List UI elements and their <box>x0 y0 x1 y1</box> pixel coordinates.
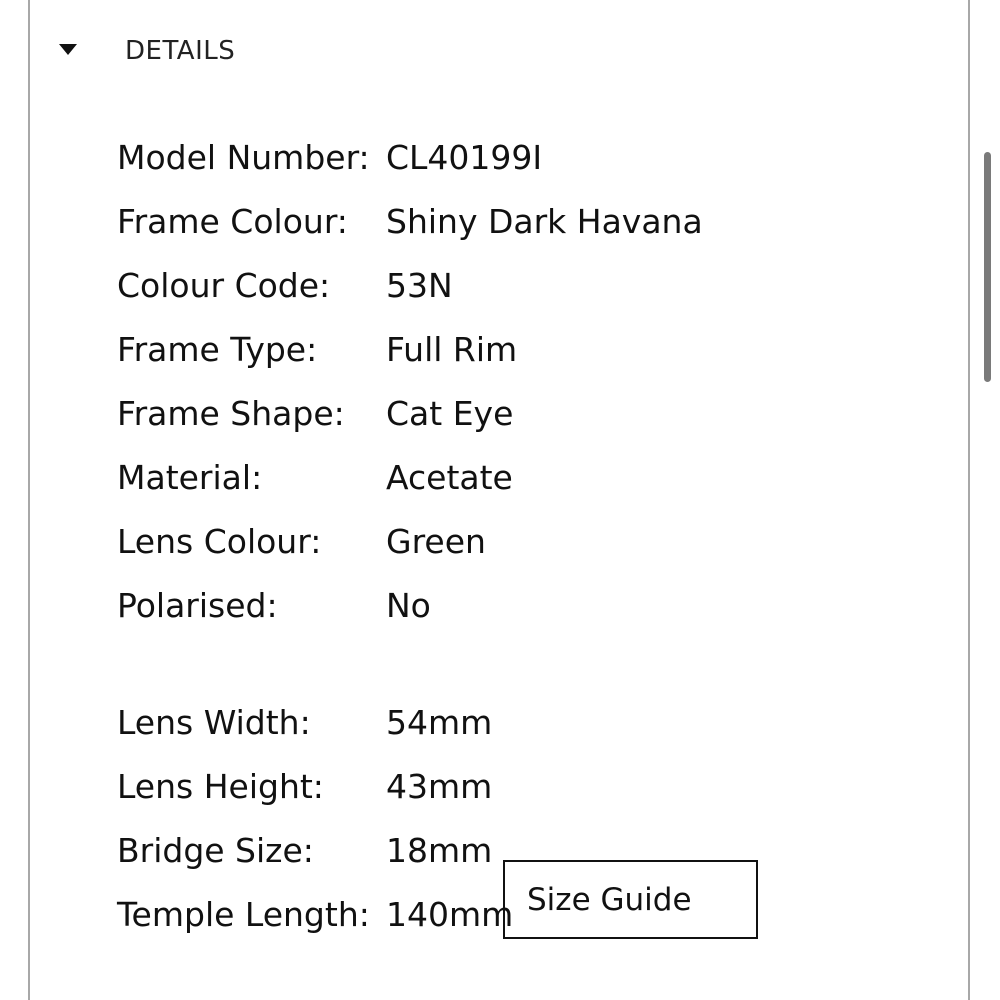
spec-row-colour-code <box>117 261 677 311</box>
spec-value: No <box>386 586 431 625</box>
spec-label: Colour Code: <box>117 266 331 305</box>
spec-value: Full Rim <box>386 330 518 369</box>
spec-label: Frame Type: <box>117 330 318 369</box>
measurement-value: 43mm <box>386 767 493 806</box>
measurement-row-lens-width <box>117 698 677 748</box>
spec-row-lens-colour <box>117 517 677 567</box>
measurement-value: 140mm <box>386 895 514 934</box>
measurement-label: Bridge Size: <box>117 831 314 870</box>
spec-value: Green <box>386 522 486 561</box>
spec-row-frame-colour <box>117 197 703 247</box>
measurement-row-lens-height <box>117 762 677 812</box>
spec-value: CL40199I <box>386 138 543 177</box>
details-accordion-header[interactable] <box>30 22 430 82</box>
spec-label: Polarised: <box>117 586 278 625</box>
caret-down-icon[interactable] <box>59 44 77 55</box>
measurement-value: 18mm <box>386 831 493 870</box>
spec-label: Lens Colour: <box>117 522 322 561</box>
measurement-label: Lens Width: <box>117 703 311 742</box>
spec-label: Model Number: <box>117 138 370 177</box>
measurement-label: Lens Height: <box>117 767 324 806</box>
spec-value: Shiny Dark Havana <box>386 202 703 241</box>
spec-row-model-number <box>117 133 677 183</box>
scrollbar-thumb[interactable] <box>984 152 991 382</box>
measurement-label: Temple Length: <box>117 895 370 934</box>
details-panel <box>28 0 970 1000</box>
spec-value: 53N <box>386 266 453 305</box>
size-guide-button[interactable]: Size Guide <box>503 860 758 939</box>
spec-value: Acetate <box>386 458 513 497</box>
spec-row-frame-type <box>117 325 677 375</box>
spec-row-frame-shape <box>117 389 677 439</box>
spec-row-material <box>117 453 677 503</box>
spec-value: Cat Eye <box>386 394 514 433</box>
spec-label: Frame Colour: <box>117 202 348 241</box>
measurement-value: 54mm <box>386 703 493 742</box>
section-title: DETAILS <box>125 36 236 66</box>
spec-row-polarised <box>117 581 677 631</box>
spec-label: Material: <box>117 458 263 497</box>
spec-label: Frame Shape: <box>117 394 345 433</box>
